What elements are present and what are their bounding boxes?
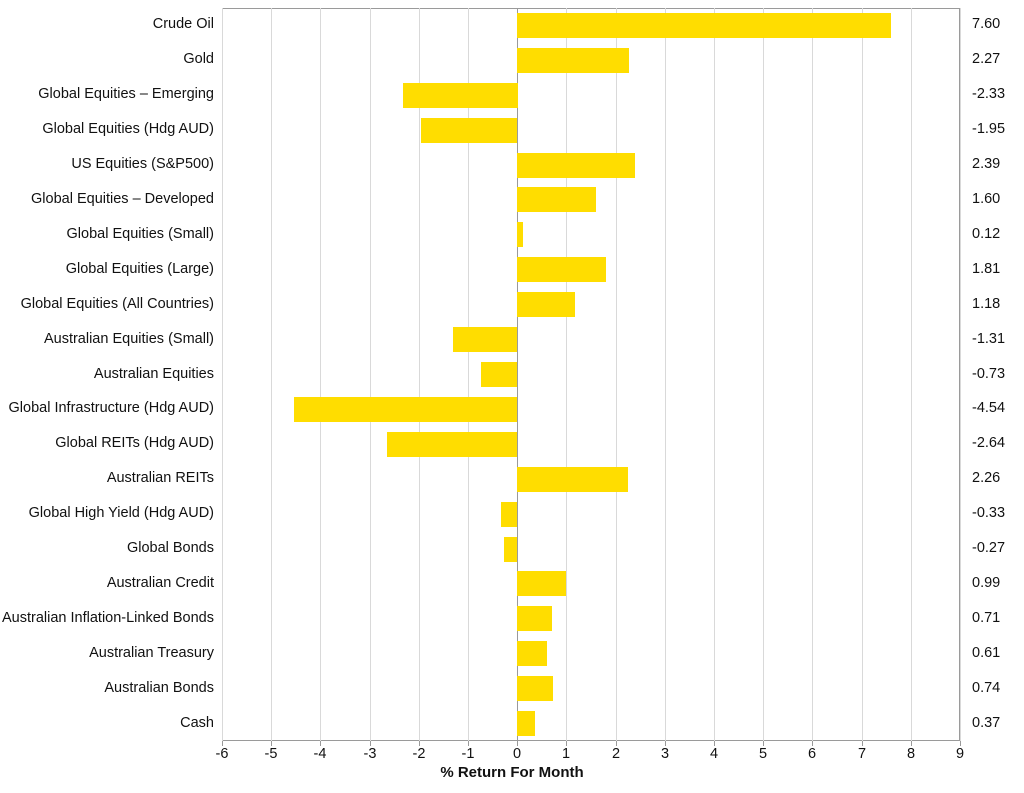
x-tick-label: -2 [412, 746, 426, 762]
value-label: 2.26 [972, 470, 1001, 486]
bar [517, 571, 566, 596]
value-label: -0.73 [972, 366, 1006, 382]
bar [387, 432, 517, 457]
value-label: 1.60 [972, 191, 1001, 207]
value-label: -4.54 [972, 400, 1006, 416]
category-label: Global Equities (Large) [65, 261, 214, 277]
bar [517, 606, 552, 631]
bar [294, 397, 517, 422]
category-label: Global Bonds [126, 540, 214, 556]
bar [517, 641, 547, 666]
gridline [960, 8, 961, 741]
gridline [419, 8, 420, 741]
value-label: -0.33 [972, 505, 1006, 521]
value-label: -0.27 [972, 540, 1006, 556]
x-tick-label: 5 [758, 746, 768, 762]
category-label: Global REITs (Hdg AUD) [55, 435, 214, 451]
value-label: 0.99 [972, 575, 1001, 591]
category-label: Global High Yield (Hdg AUD) [28, 505, 214, 521]
x-tick-label: -4 [313, 746, 327, 762]
value-label: 7.60 [972, 16, 1001, 32]
bar [517, 467, 628, 492]
x-tick-label: 7 [857, 746, 867, 762]
category-label: Australian Bonds [104, 680, 214, 696]
category-label: Cash [180, 715, 214, 731]
bar [481, 362, 517, 387]
category-label: Australian Equities [93, 366, 214, 382]
x-tick-label: 9 [955, 746, 965, 762]
gridline [616, 8, 617, 741]
gridline [862, 8, 863, 741]
gridline [763, 8, 764, 741]
bar [517, 153, 635, 178]
x-tick-label: -6 [215, 746, 229, 762]
category-label: Australian Credit [106, 575, 214, 591]
x-tick-label: 2 [611, 746, 621, 762]
bar [517, 711, 535, 736]
bar [501, 502, 517, 527]
value-label: -2.33 [972, 86, 1006, 102]
gridline [665, 8, 666, 741]
gridline [271, 8, 272, 741]
category-label: Global Equities (All Countries) [20, 296, 214, 312]
bar [517, 13, 891, 38]
value-label: 0.74 [972, 680, 1001, 696]
gridline [320, 8, 321, 741]
category-label: Global Equities – Developed [31, 191, 214, 207]
bar [453, 327, 517, 352]
category-label: US Equities (S&P500) [71, 156, 214, 172]
x-tick-label: 4 [709, 746, 719, 762]
bar [421, 118, 517, 143]
value-label: -2.64 [972, 435, 1006, 451]
value-label: 2.27 [972, 51, 1001, 67]
category-label: Crude Oil [152, 16, 214, 32]
bar [504, 537, 517, 562]
plot-area [222, 8, 960, 741]
value-label: 1.81 [972, 261, 1001, 277]
value-label: 0.37 [972, 715, 1001, 731]
value-label: 1.18 [972, 296, 1001, 312]
x-tick-label: 1 [561, 746, 571, 762]
bar [517, 222, 523, 247]
category-label: Global Equities – Emerging [38, 86, 214, 102]
x-tick-label: 3 [660, 746, 670, 762]
x-tick-label: 8 [906, 746, 916, 762]
value-label: 0.12 [972, 226, 1001, 242]
x-tick-label: -1 [461, 746, 475, 762]
value-label: 0.61 [972, 645, 1001, 661]
bar [517, 676, 553, 701]
category-label: Australian REITs [106, 470, 214, 486]
bar [403, 83, 518, 108]
x-axis-title: % Return For Month [440, 764, 584, 781]
gridline [370, 8, 371, 741]
category-label: Global Equities (Small) [66, 226, 214, 242]
gridline [911, 8, 912, 741]
category-label: Global Infrastructure (Hdg AUD) [8, 400, 214, 416]
category-label: Australian Inflation-Linked Bonds [2, 610, 214, 626]
bar [517, 292, 575, 317]
category-label: Australian Equities (Small) [43, 331, 214, 347]
gridline [812, 8, 813, 741]
value-label: 0.71 [972, 610, 1001, 626]
bar [517, 257, 606, 282]
category-label: Gold [183, 51, 214, 67]
gridline [566, 8, 567, 741]
category-label: Australian Treasury [89, 645, 214, 661]
category-label: Global Equities (Hdg AUD) [42, 121, 214, 137]
value-label: 2.39 [972, 156, 1001, 172]
zero-axis-line [517, 8, 518, 741]
value-label: -1.95 [972, 121, 1006, 137]
value-label: -1.31 [972, 331, 1006, 347]
bar [517, 48, 629, 73]
gridline [714, 8, 715, 741]
gridline [222, 8, 223, 741]
x-tick-label: 6 [807, 746, 817, 762]
x-tick-label: -3 [363, 746, 377, 762]
bar [517, 187, 596, 212]
x-tick-label: 0 [512, 746, 522, 762]
x-tick-label: -5 [264, 746, 278, 762]
